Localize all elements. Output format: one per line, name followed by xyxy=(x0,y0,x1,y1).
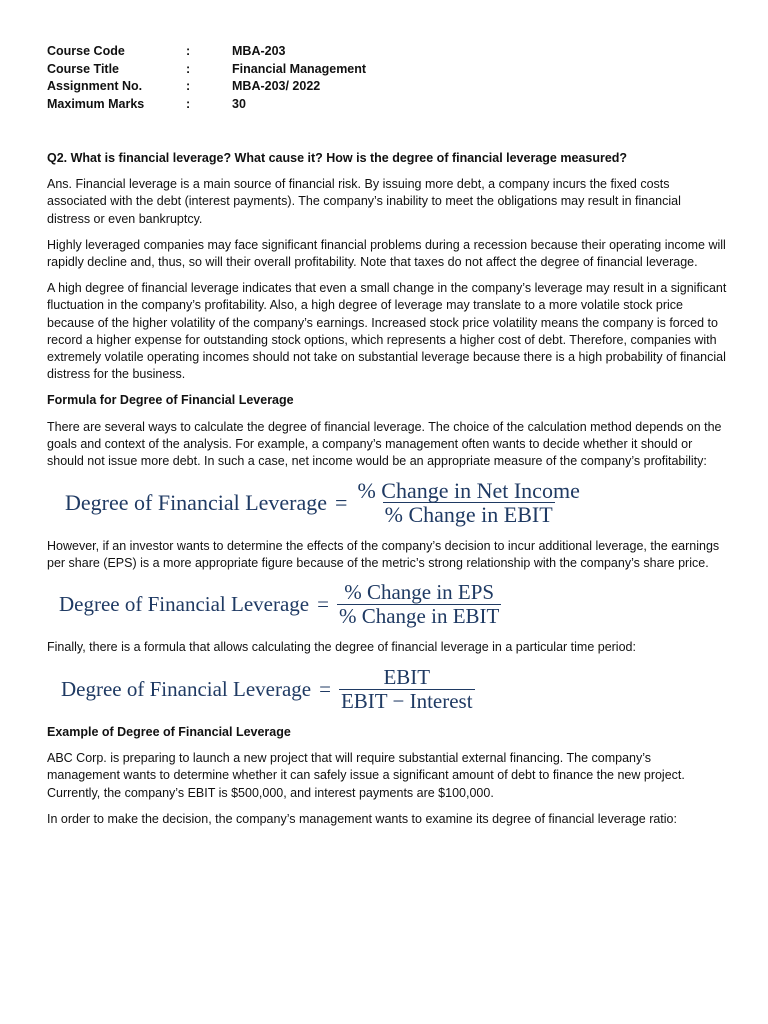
course-code-label: Course Code xyxy=(47,44,125,58)
body-paragraph: A high degree of financial leverage indicates that even a small change in the company’s leverage may result in a significant fluctuation in the company’s profitability. Also, a high degree of leverage may translate to a more volatile stock price because of the higher volatility of the company’s earnings. Increased stock price volatility means the company is forced to record a higher expense for outstanding stock options, which represents a higher cost of debt. Therefore, companies with extremely volatile operating incomes should not take on substantial leverage because there is a high probability of financial distress for the business. xyxy=(47,281,727,382)
equals-sign: = xyxy=(317,592,329,617)
formula-ebit-interest xyxy=(61,664,727,713)
course-title-label: Course Title xyxy=(47,61,120,76)
assignment-no-value: MBA-203/ 2022 xyxy=(232,79,321,93)
body-paragraph: There are several ways to calculate the degree of financial leverage. The choice of the calculation method depends on the goals and context of the analysis. For example, a company’s management often wants to decide whether it should or should not issue more debt. In such a case, net income would be an appropriate measure of the company’s profitability: xyxy=(47,419,722,469)
formula-denominator: % Change in EBIT xyxy=(338,604,500,629)
colon: : xyxy=(186,96,191,111)
body-paragraph: Highly leveraged companies may face significant financial problems during a recession because their operating income will rapidly decline and, thus, so will their overall profitability. Note that taxes do not affect the degree of financial leverage. xyxy=(47,237,726,270)
formula-lhs: Degree of Financial Leverage xyxy=(61,676,312,701)
formula-numerator: EBIT xyxy=(383,664,431,689)
course-code-value: MBA-203 xyxy=(232,44,286,58)
body-paragraph: Finally, there is a formula that allows calculating the degree of financial leverage in a particular time period: xyxy=(47,640,636,655)
colon: : xyxy=(186,44,191,58)
formula-lhs: Degree of Financial Leverage xyxy=(59,592,310,617)
equals-sign: = xyxy=(335,490,348,516)
formula-denominator: EBIT − Interest xyxy=(340,688,473,713)
colon: : xyxy=(186,79,191,93)
formula-section-heading: Formula for Degree of Financial Leverage xyxy=(47,393,294,408)
maximum-marks-value: 30 xyxy=(232,96,246,111)
maximum-marks-label: Maximum Marks xyxy=(47,96,145,111)
question-heading: Q2. What is financial leverage? What cause it? How is the degree of financial leverage measured? xyxy=(47,151,628,165)
formula-fraction xyxy=(337,580,501,629)
answer-paragraph: Ans. Financial leverage is a main source of financial risk. By issuing more debt, a company incurs the fixed costs associated with the debt (interest payments). The company’s inability to meet the obligations may result in financial distress or even bankruptcy. xyxy=(47,177,681,226)
formula-fraction xyxy=(339,664,475,713)
example-section-heading: Example of Degree of Financial Leverage xyxy=(47,725,291,740)
formula-numerator: % Change in EPS xyxy=(344,580,495,605)
body-paragraph: ABC Corp. is preparing to launch a new project that will require substantial external financing. The company’s management wants to determine whether it can safely issue a significant amount of debt to finance the new project. Currently, the company’s EBIT is $500,000, and interest payments are $100,000. xyxy=(47,751,685,800)
body-paragraph: However, if an investor wants to determine the effects of the company’s decision to incur additional leverage, the earnings per share (EPS) is a more appropriate figure because of the metric’s strong relationship with the company’s share price. xyxy=(47,538,720,570)
formula-lhs: Degree of Financial Leverage xyxy=(65,490,328,516)
formula-numerator: % Change in Net Income xyxy=(357,478,580,504)
colon: : xyxy=(186,61,191,76)
equals-sign: = xyxy=(319,676,331,701)
assignment-no-label: Assignment No. xyxy=(47,79,143,93)
formula-eps xyxy=(59,580,727,629)
formula-denominator: % Change in EBIT xyxy=(384,502,553,528)
course-title-value: Financial Management xyxy=(232,61,367,76)
formula-net-income xyxy=(65,478,727,528)
formula-fraction xyxy=(355,478,581,528)
document-body xyxy=(47,150,727,837)
body-paragraph: In order to make the decision, the company’s management wants to examine its degree of financial leverage ratio: xyxy=(47,811,677,826)
